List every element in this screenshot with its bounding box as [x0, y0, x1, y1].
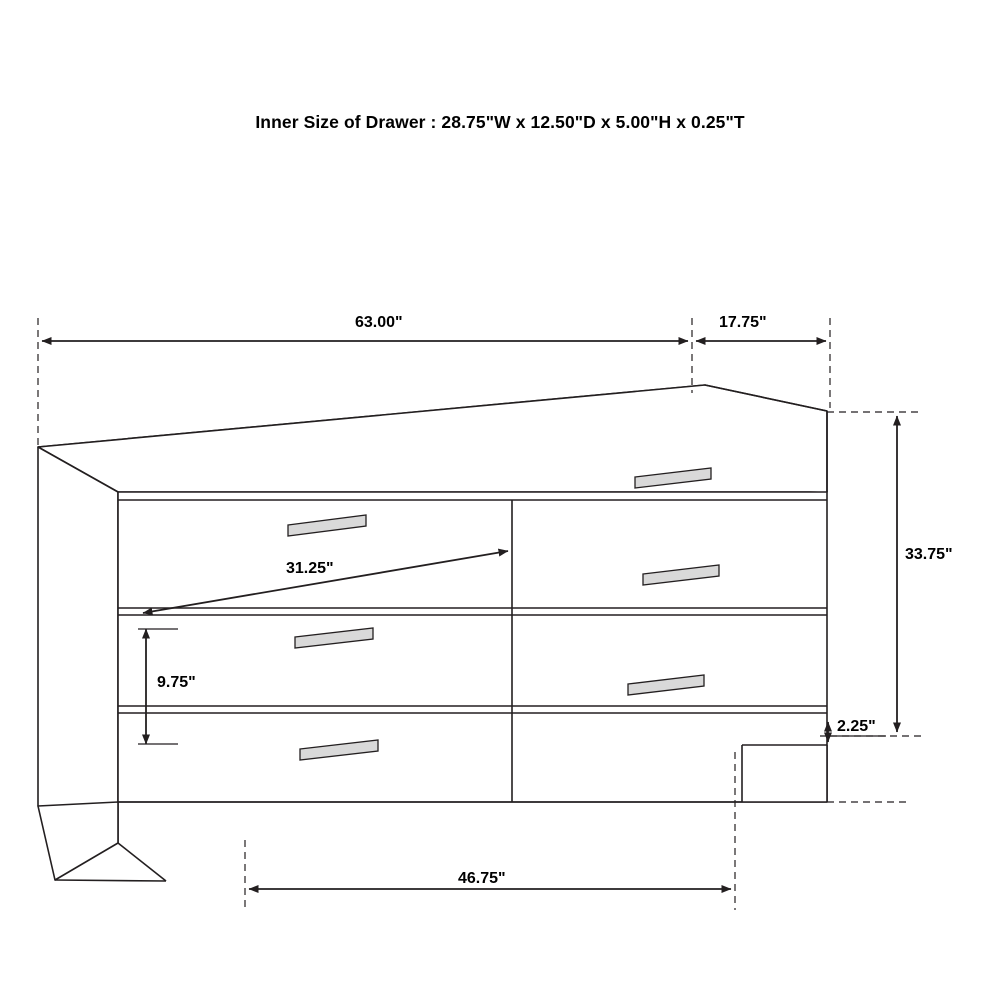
dim-label-width-front: 63.00"	[355, 314, 403, 331]
dim-label-height-total: 33.75"	[905, 546, 953, 563]
dresser-base-front	[38, 802, 118, 880]
dim-label-base-width: 46.75"	[458, 870, 506, 887]
dresser-left-side-panel	[38, 447, 118, 843]
dim-label-base-height: 2.25"	[837, 718, 876, 735]
dim-label-drawer-width: 31.25"	[286, 560, 334, 577]
dim-label-depth-side: 17.75"	[719, 314, 767, 331]
page-title: Inner Size of Drawer : 28.75"W x 12.50"D x 5.00"H x 0.25"T	[255, 112, 745, 132]
dim-label-drawer-height: 9.75"	[157, 674, 196, 691]
dresser-front-face	[118, 492, 827, 802]
